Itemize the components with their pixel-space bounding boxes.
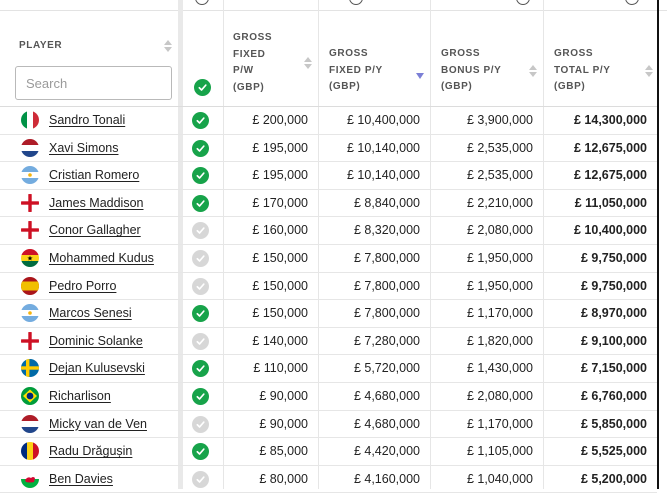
argentina-flag-icon [21, 166, 39, 184]
gross-bonus-py-cell: £ 2,080,000 [466, 389, 533, 403]
gross-fixed-py-cell: £ 4,680,000 [353, 389, 420, 403]
sort-icon[interactable] [304, 55, 312, 71]
top-strip [0, 0, 667, 11]
gross-total-py-cell: £ 6,760,000 [580, 389, 647, 403]
select-all-check-icon[interactable] [194, 79, 211, 96]
gross-fixed-pw-cell: £ 200,000 [252, 113, 308, 127]
gross-fixed-pw-cell: £ 195,000 [252, 140, 308, 155]
gross-fixed-pw-cell: £ 90,000 [259, 389, 308, 403]
gross-fixed-pw-cell: £ 110,000 [253, 361, 308, 376]
table-row[interactable] [0, 438, 657, 466]
header-select-all[interactable] [183, 11, 223, 106]
sweden-flag-icon [21, 359, 39, 377]
gross-bonus-py-cell: £ 1,170,000 [466, 306, 533, 321]
gross-fixed-pw-cell: £ 140,000 [252, 333, 308, 348]
player-name-link[interactable]: Ben Davies [49, 471, 113, 486]
player-name-link[interactable]: Dejan Kulusevski [49, 361, 145, 376]
gross-bonus-py-cell: £ 2,210,000 [466, 195, 533, 210]
gross-fixed-py-cell: £ 5,720,000 [353, 361, 420, 376]
header-gross-bonus-py[interactable] [430, 11, 543, 106]
gross-total-py-cell: £ 10,400,000 [574, 223, 647, 238]
gross-total-py-cell: £ 5,850,000 [580, 416, 647, 431]
gross-fixed-py-cell: £ 8,840,000 [353, 195, 420, 210]
table-row[interactable] [0, 411, 657, 439]
table-row[interactable] [0, 383, 657, 411]
player-name-link[interactable]: James Maddison [49, 195, 144, 210]
ghana-flag-icon [21, 249, 39, 267]
gross-fixed-py-cell: £ 10,140,000 [347, 168, 420, 183]
gross-fixed-pw-cell: £ 85,000 [259, 444, 308, 459]
table-row[interactable] [0, 300, 657, 328]
gross-bonus-py-cell: £ 1,950,000 [466, 251, 533, 265]
gross-fixed-pw-cell: £ 170,000 [252, 195, 308, 210]
selected-check-icon[interactable] [192, 112, 209, 129]
player-name-link[interactable]: Marcos Senesi [49, 306, 132, 321]
unselected-check-icon[interactable] [192, 222, 209, 239]
player-name-link[interactable]: Sandro Tonali [49, 113, 126, 127]
unselected-check-icon[interactable] [192, 471, 209, 488]
gross-fixed-py-cell: £ 7,280,000 [353, 333, 420, 348]
column-info-icon[interactable] [516, 0, 530, 5]
gross-fixed-pw-cell: £ 90,000 [259, 416, 308, 431]
gross-bonus-py-cell: £ 1,105,000 [466, 444, 533, 459]
sort-icon[interactable] [645, 63, 653, 79]
gross-fixed-py-cell: £ 7,800,000 [353, 306, 420, 321]
header-gross-total-py-label: GROSS TOTAL P/Y (GBP) [554, 48, 611, 92]
player-name-link[interactable]: Xavi Simons [49, 140, 119, 155]
italy-flag-icon [21, 111, 39, 129]
player-name-link[interactable]: Richarlison [49, 389, 111, 403]
search-input[interactable] [15, 66, 172, 100]
player-name-link[interactable]: Dominic Solanke [49, 333, 143, 348]
gross-bonus-py-cell: £ 2,080,000 [466, 223, 533, 238]
header-player[interactable] [0, 11, 178, 106]
gross-total-py-cell: £ 12,675,000 [574, 140, 647, 155]
gross-fixed-pw-cell: £ 150,000 [252, 306, 308, 321]
england-flag-icon [21, 221, 39, 239]
england-flag-icon [21, 332, 39, 350]
gross-bonus-py-cell: £ 1,950,000 [466, 278, 533, 293]
selected-check-icon[interactable] [192, 167, 209, 184]
table-row[interactable] [0, 273, 657, 301]
gross-fixed-py-cell: £ 7,800,000 [353, 278, 420, 293]
gross-bonus-py-cell: £ 2,535,000 [466, 168, 533, 183]
table-row[interactable] [0, 190, 657, 218]
gross-total-py-cell: £ 7,150,000 [580, 361, 647, 376]
player-name-link[interactable]: Mohammed Kudus [49, 251, 154, 265]
wales-flag-icon [21, 470, 39, 488]
player-name-link[interactable]: Conor Gallagher [49, 223, 141, 238]
table-row[interactable] [0, 135, 657, 163]
gross-total-py-cell: £ 12,675,000 [574, 168, 647, 183]
gross-fixed-py-cell: £ 7,800,000 [353, 251, 420, 265]
table-row[interactable] [0, 355, 657, 383]
gross-total-py-cell: £ 14,300,000 [574, 113, 647, 127]
gross-bonus-py-cell: £ 3,900,000 [466, 113, 533, 127]
selected-check-icon[interactable] [192, 305, 209, 322]
gross-bonus-py-cell: £ 1,820,000 [466, 333, 533, 348]
unselected-check-icon[interactable] [192, 250, 209, 267]
unselected-check-icon[interactable] [192, 416, 209, 433]
unselected-check-icon[interactable] [192, 333, 209, 350]
header-player-label: PLAYER [19, 40, 63, 51]
sort-desc-icon[interactable] [416, 67, 424, 83]
gross-fixed-py-cell: £ 8,320,000 [353, 223, 420, 238]
gross-bonus-py-cell: £ 1,040,000 [466, 471, 533, 486]
header-gross-fixed-py-label: GROSS FIXED P/Y (GBP) [329, 48, 383, 92]
selected-check-icon[interactable] [192, 443, 209, 460]
netherlands-flag-icon [21, 415, 39, 433]
column-info-icon[interactable] [625, 0, 639, 5]
selected-check-icon[interactable] [192, 360, 209, 377]
player-name-link[interactable]: Cristian Romero [49, 168, 140, 183]
unselected-check-icon[interactable] [192, 278, 209, 295]
gross-fixed-pw-cell: £ 80,000 [259, 471, 308, 486]
header-gross-fixed-py[interactable] [318, 11, 430, 106]
table-row[interactable] [0, 245, 657, 273]
player-name-link[interactable]: Micky van de Ven [49, 416, 147, 431]
gross-fixed-pw-cell: £ 150,000 [252, 278, 308, 293]
table-row[interactable] [0, 162, 657, 190]
table-header [0, 11, 657, 107]
gross-total-py-cell: £ 5,200,000 [580, 471, 647, 486]
gross-total-py-cell: £ 8,970,000 [580, 306, 647, 321]
gross-total-py-cell: £ 5,525,000 [580, 444, 647, 459]
gross-bonus-py-cell: £ 1,430,000 [466, 361, 533, 376]
gross-total-py-cell: £ 9,750,000 [580, 278, 647, 293]
selected-check-icon[interactable] [192, 388, 209, 405]
sort-icon[interactable] [529, 63, 537, 79]
gross-fixed-py-cell: £ 10,140,000 [347, 140, 420, 155]
england-flag-icon [21, 194, 39, 212]
column-info-icon[interactable] [195, 0, 209, 5]
header-gross-total-py[interactable] [543, 11, 657, 106]
gross-total-py-cell: £ 9,100,000 [580, 333, 647, 348]
player-name-link[interactable]: Pedro Porro [49, 278, 117, 293]
gross-fixed-py-cell: £ 4,680,000 [353, 416, 420, 431]
brazil-flag-icon [21, 387, 39, 405]
selected-check-icon[interactable] [192, 140, 209, 157]
selected-check-icon[interactable] [192, 195, 209, 212]
gross-fixed-pw-cell: £ 160,000 [252, 223, 308, 238]
table-row[interactable] [0, 328, 657, 356]
header-gross-fixed-pw-label: GROSS FIXED P/W (GBP) [233, 32, 273, 93]
gross-bonus-py-cell: £ 1,170,000 [466, 416, 533, 431]
gross-fixed-py-cell: £ 4,420,000 [353, 444, 420, 459]
argentina-flag-icon [21, 304, 39, 322]
header-gross-bonus-py-label: GROSS BONUS P/Y (GBP) [441, 48, 502, 92]
gross-total-py-cell: £ 11,050,000 [574, 195, 647, 210]
gross-total-py-cell: £ 9,750,000 [580, 251, 647, 265]
header-gross-fixed-pw[interactable] [223, 11, 318, 106]
gross-bonus-py-cell: £ 2,535,000 [466, 140, 533, 155]
table-row[interactable] [0, 217, 657, 245]
table-row[interactable] [0, 107, 657, 135]
spain-flag-icon [21, 277, 39, 295]
table-right-edge [657, 0, 659, 489]
player-name-link[interactable]: Radu Drăgușin [49, 444, 133, 459]
romania-flag-icon [21, 442, 39, 460]
sort-icon[interactable] [164, 38, 172, 54]
gross-fixed-pw-cell: £ 195,000 [252, 168, 308, 183]
netherlands-flag-icon [21, 139, 39, 157]
gross-fixed-pw-cell: £ 150,000 [252, 251, 308, 265]
column-info-icon[interactable] [349, 0, 363, 5]
gross-fixed-py-cell: £ 4,160,000 [353, 471, 420, 486]
gross-fixed-py-cell: £ 10,400,000 [347, 113, 420, 127]
